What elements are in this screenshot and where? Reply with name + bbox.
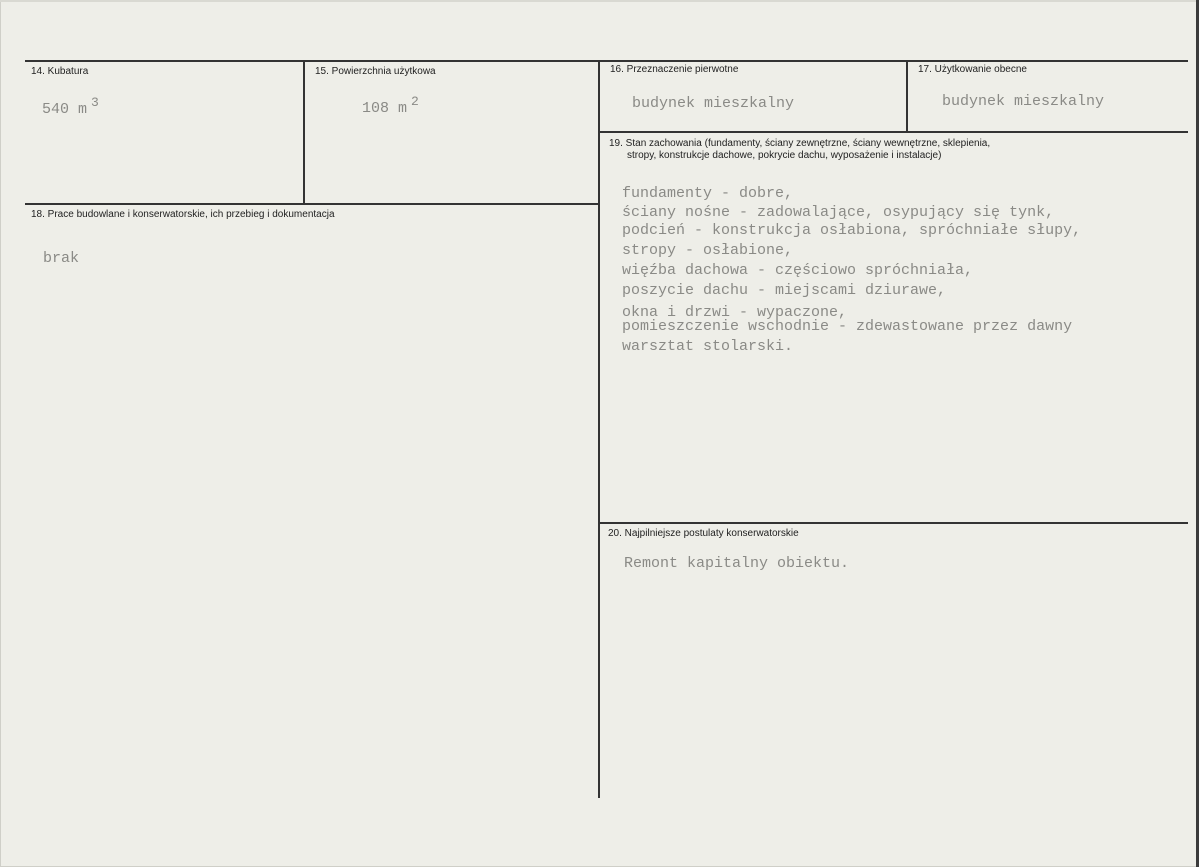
powierzchnia-number: 108 m	[362, 100, 408, 117]
powierzchnia-exponent: 2	[411, 94, 419, 109]
stan-line: więźba dachowa - częściowo spróchniała,	[622, 262, 974, 279]
rule-16-17-bottom	[598, 131, 1188, 133]
uzytkowanie-label: 17. Użytkowanie obecne	[918, 64, 1027, 75]
stan-line: pomieszczenie wschodnie - zdewastowane przez dawny	[622, 318, 1073, 335]
stan-line: fundamenty - dobre,	[622, 185, 794, 202]
powierzchnia-value	[362, 94, 419, 118]
stan-line: poszycie dachu - miejscami dziurawe,	[622, 282, 947, 299]
stan-line: okna i drzwi - wypaczone,	[622, 304, 848, 321]
przeznaczenie-label: 16. Przeznaczenie pierwotne	[610, 64, 739, 75]
rule-v-16-17	[906, 60, 908, 132]
powierzchnia-label: 15. Powierzchnia użytkowa	[315, 66, 436, 77]
rule-19-bottom	[598, 522, 1188, 524]
postulaty-label: 20. Najpilniejsze postulaty konserwatorskie	[608, 528, 799, 539]
stan-zachowania-label-2: stropy, konstrukcje dachowe, pokrycie dachu, wyposażenie i instalacje)	[627, 150, 942, 161]
rule-v-left-right	[598, 60, 600, 798]
uzytkowanie-value: budynek mieszkalny	[942, 93, 1105, 110]
stan-line: podcień - konstrukcja osłabiona, spróchniałe słupy,	[622, 222, 1082, 239]
rule-14-15-bottom	[25, 203, 600, 205]
kubatura-value	[42, 95, 99, 119]
stan-line: stropy - osłabione,	[622, 242, 794, 259]
rule-v-14-15	[303, 60, 305, 204]
kubatura-exponent: 3	[91, 95, 99, 110]
stan-line: ściany nośne - zadowalające, osypujący się tynk,	[622, 204, 1055, 221]
przeznaczenie-value: budynek mieszkalny	[632, 95, 795, 112]
card-top-edge	[0, 0, 1199, 2]
prace-value: brak	[43, 250, 80, 267]
stan-zachowania-label-1: 19. Stan zachowania (fundamenty, ściany zewnętrzne, ściany wewnętrzne, sklepienia,	[609, 138, 991, 149]
prace-label: 18. Prace budowlane i konserwatorskie, ich przebieg i dokumentacja	[31, 209, 335, 220]
postulaty-value: Remont kapitalny obiektu.	[624, 555, 850, 572]
rule-top	[25, 60, 1188, 62]
stan-line: warsztat stolarski.	[622, 338, 794, 355]
kubatura-label: 14. Kubatura	[31, 66, 89, 77]
kubatura-number: 540 m	[42, 101, 88, 118]
